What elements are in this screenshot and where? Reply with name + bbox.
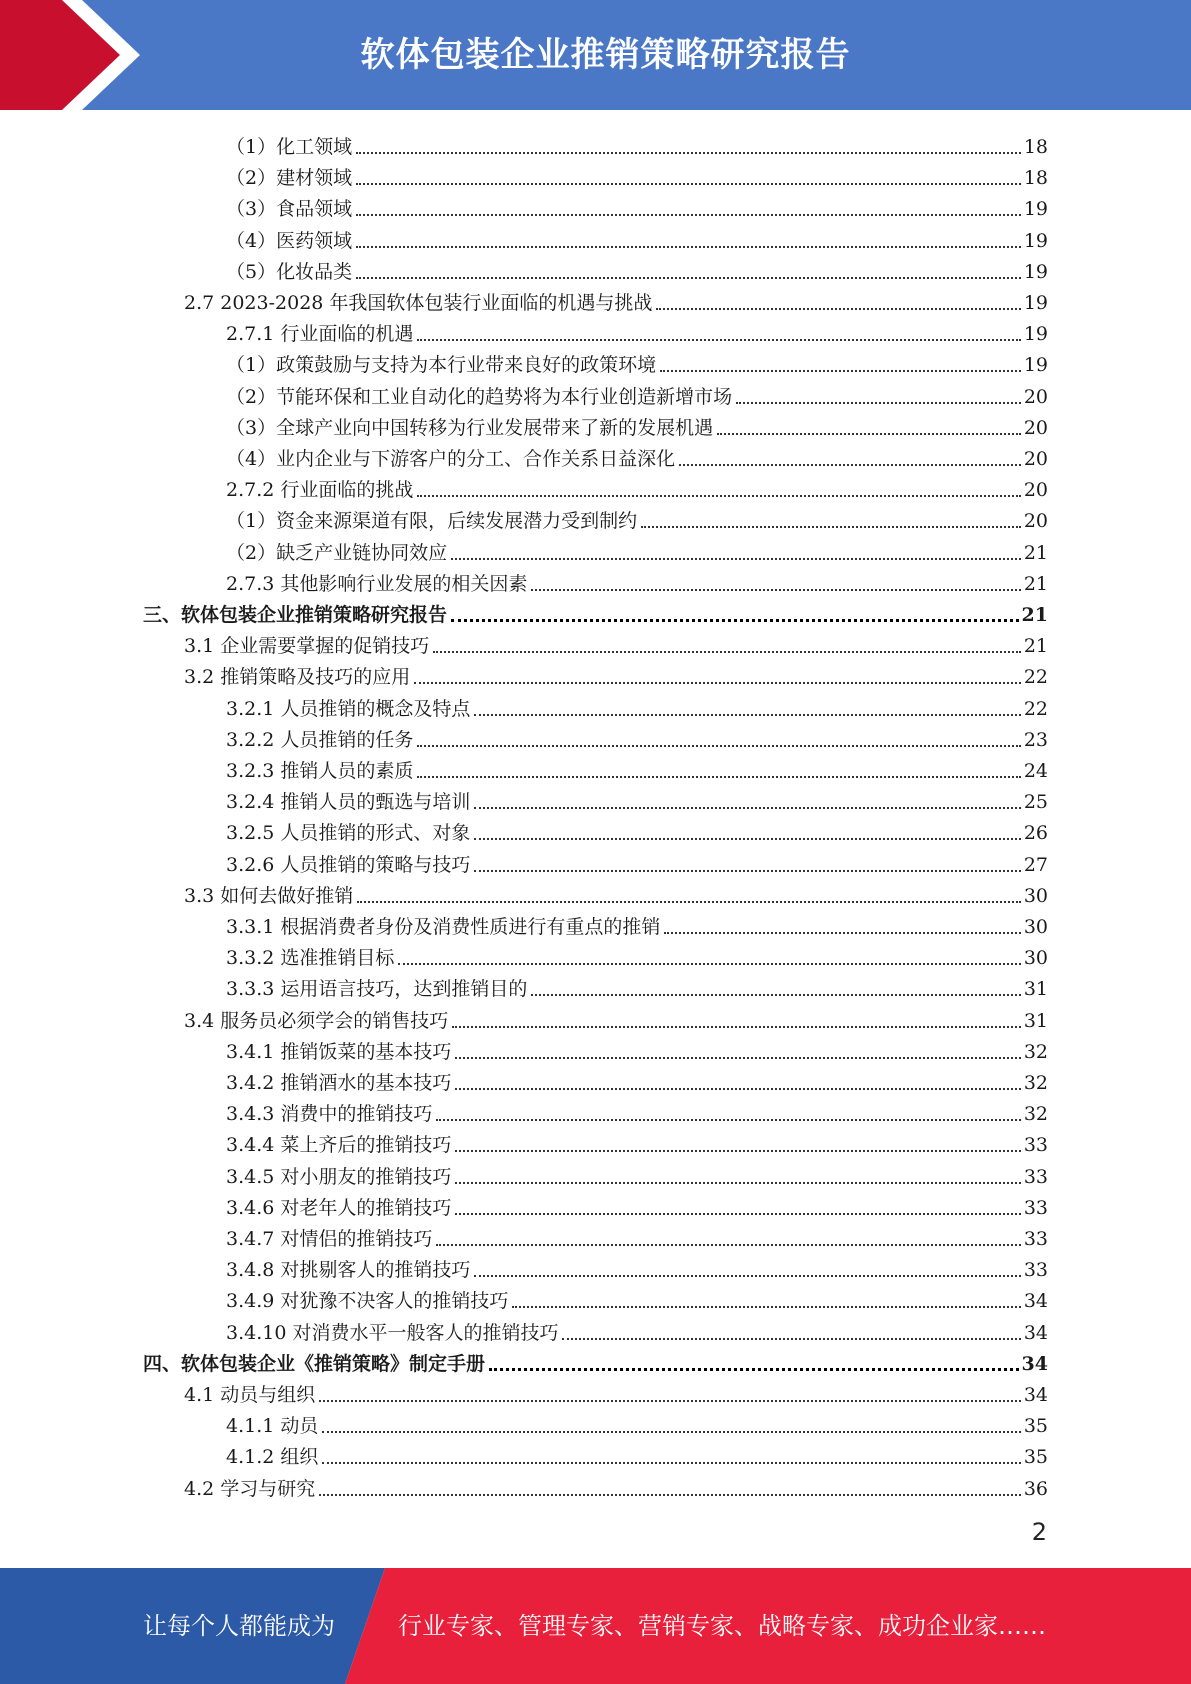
- toc-entry[interactable]: [226, 1437, 1048, 1468]
- toc-dot-leader: [452, 1025, 1021, 1028]
- toc-entry[interactable]: [184, 626, 1048, 657]
- toc-entry-label: （1）政策鼓励与支持为本行业带来良好的政策环境: [226, 354, 657, 376]
- toc-entry[interactable]: [226, 1281, 1048, 1312]
- toc-dot-leader: [474, 713, 1020, 716]
- toc-dot-leader: [398, 962, 1020, 965]
- toc-entry[interactable]: [226, 408, 1048, 439]
- toc-entry[interactable]: [226, 221, 1048, 252]
- toc-dot-leader: [489, 1367, 1019, 1371]
- page-header: [0, 0, 1191, 110]
- toc-entry[interactable]: [226, 969, 1048, 1000]
- toc-entry-label: （1）化工领域: [226, 136, 353, 158]
- toc-entry-page: 30: [1023, 885, 1048, 907]
- toc-entry-page: 32: [1023, 1072, 1048, 1094]
- toc-entry-page: 19: [1023, 292, 1048, 314]
- toc-entry[interactable]: [184, 1375, 1048, 1406]
- toc-entry[interactable]: [226, 751, 1048, 782]
- toc-entry[interactable]: [184, 283, 1048, 314]
- toc-dot-leader: [356, 151, 1021, 154]
- toc-dot-leader: [641, 525, 1021, 528]
- toc-entry[interactable]: [226, 564, 1048, 595]
- toc-dot-leader: [322, 1461, 1020, 1464]
- toc-dot-leader: [356, 245, 1021, 248]
- toc-dot-leader: [356, 182, 1021, 185]
- toc-entry[interactable]: [226, 1406, 1048, 1437]
- toc-entry-label: （2）节能环保和工业自动化的趋势将为本行业创造新增市场: [226, 386, 733, 408]
- toc-entry-label: （2）缺乏产业链协同效应: [226, 542, 448, 564]
- toc-entry-label: 4.1.2 组织: [226, 1446, 319, 1468]
- toc-dot-leader: [562, 1337, 1020, 1340]
- toc-dot-leader: [679, 463, 1021, 466]
- toc-dot-leader: [656, 307, 1020, 310]
- toc-entry-page: 20: [1023, 417, 1048, 439]
- toc-entry-page: 20: [1023, 510, 1048, 532]
- toc-dot-leader: [474, 869, 1020, 872]
- toc-entry[interactable]: [226, 533, 1048, 564]
- toc-dot-leader: [664, 931, 1020, 934]
- toc-entry-label: 2.7.3 其他影响行业发展的相关因素: [226, 573, 528, 595]
- toc-dot-leader: [451, 557, 1021, 560]
- toc-entry[interactable]: [226, 689, 1048, 720]
- toc-dot-leader: [660, 369, 1021, 372]
- toc-dot-leader: [531, 993, 1020, 996]
- toc-entry-label: 3.3.1 根据消费者身份及消费性质进行有重点的推销: [226, 916, 661, 938]
- toc-dot-leader: [322, 1430, 1020, 1433]
- footer-slogan-right: 行业专家、管理专家、营销专家、战略专家、成功企业家……: [398, 1612, 1046, 1640]
- toc-entry-page: 20: [1023, 386, 1048, 408]
- toc-dot-leader: [474, 1274, 1020, 1277]
- toc-entry-label: 3.2.3 推销人员的素质: [226, 760, 414, 782]
- toc-entry-page: 35: [1023, 1415, 1048, 1437]
- toc-entry[interactable]: [184, 876, 1048, 907]
- toc-dot-leader: [356, 276, 1021, 279]
- toc-entry-page: 21: [1023, 573, 1048, 595]
- toc-entry[interactable]: [226, 1157, 1048, 1188]
- toc-entry[interactable]: [226, 1250, 1048, 1281]
- toc-dot-leader: [357, 900, 1021, 903]
- toc-entry[interactable]: [226, 938, 1048, 969]
- toc-dot-leader: [717, 432, 1021, 435]
- toc-entry[interactable]: [226, 377, 1048, 408]
- toc-entry-label: 3.4.5 对小朋友的推销技巧: [226, 1166, 452, 1188]
- toc-entry-page: 32: [1023, 1041, 1048, 1063]
- toc-entry-label: 4.1.1 动员: [226, 1415, 319, 1437]
- toc-entry-page: 22: [1023, 666, 1048, 688]
- toc-dot-leader: [474, 837, 1020, 840]
- toc-dot-leader: [417, 775, 1020, 778]
- toc-dot-leader: [436, 1243, 1020, 1246]
- toc-entry-page: 20: [1023, 448, 1048, 470]
- toc-entry[interactable]: [226, 345, 1048, 376]
- toc-dot-leader: [436, 1118, 1020, 1121]
- toc-entry-label: （3）全球产业向中国转移为行业发展带来了新的发展机遇: [226, 417, 714, 439]
- toc-entry-page: 21: [1023, 542, 1048, 564]
- toc-entry-label: （4）业内企业与下游客户的分工、合作关系日益深化: [226, 448, 676, 470]
- toc-entry-label: （1）资金来源渠道有限，后续发展潜力受到制约: [226, 510, 638, 532]
- toc-entry-page: 33: [1023, 1166, 1048, 1188]
- toc-entry-page: 19: [1023, 323, 1048, 345]
- toc-entry[interactable]: [226, 439, 1048, 470]
- toc-entry-label: 3.2.6 人员推销的策略与技巧: [226, 854, 471, 876]
- toc-entry[interactable]: [226, 158, 1048, 189]
- toc-entry[interactable]: [226, 720, 1048, 751]
- toc-entry-label: 3.4.6 对老年人的推销技巧: [226, 1197, 452, 1219]
- toc-entry[interactable]: [226, 127, 1048, 158]
- toc-entry-label: 3.2.2 人员推销的任务: [226, 729, 414, 751]
- toc-entry[interactable]: [226, 1094, 1048, 1125]
- toc-entry[interactable]: [184, 1469, 1048, 1500]
- toc-entry[interactable]: [226, 1063, 1048, 1094]
- toc-entry-page: 31: [1023, 1010, 1048, 1032]
- toc-dot-leader: [414, 681, 1021, 684]
- toc-entry-page: 25: [1023, 791, 1048, 813]
- toc-entry-page: 30: [1023, 916, 1048, 938]
- toc-dot-leader: [736, 401, 1021, 404]
- toc-entry-page: 33: [1023, 1134, 1048, 1156]
- toc-entry[interactable]: [184, 1001, 1048, 1032]
- toc-entry-label: 3.3 如何去做好推销: [184, 885, 354, 907]
- toc-dot-leader: [455, 1181, 1020, 1184]
- toc-entry-page: 33: [1023, 1197, 1048, 1219]
- toc-entry-page: 23: [1023, 729, 1048, 751]
- toc-entry-page: 34: [1021, 1353, 1048, 1375]
- toc-entry[interactable]: [226, 845, 1048, 876]
- toc-entry-label: 3.4.9 对犹豫不决客人的推销技巧: [226, 1290, 509, 1312]
- toc-entry-label: 四、软体包装企业《推销策略》制定手册: [143, 1353, 486, 1375]
- toc-dot-leader: [455, 1056, 1020, 1059]
- toc-dot-leader: [417, 338, 1020, 341]
- toc-entry-page: 27: [1023, 854, 1048, 876]
- toc-entry-page: 19: [1023, 230, 1048, 252]
- toc-entry-label: （2）建材领域: [226, 167, 353, 189]
- toc-entry-page: 33: [1023, 1259, 1048, 1281]
- toc-entry-label: 4.2 学习与研究: [184, 1478, 316, 1500]
- toc-entry-label: 2.7.2 行业面临的挑战: [226, 479, 414, 501]
- toc-entry-label: 3.4.4 菜上齐后的推销技巧: [226, 1134, 452, 1156]
- toc-entry[interactable]: [226, 1032, 1048, 1063]
- toc-entry[interactable]: [226, 907, 1048, 938]
- toc-entry[interactable]: [184, 657, 1048, 688]
- toc-entry-label: 2.7.1 行业面临的机遇: [226, 323, 414, 345]
- toc-entry-label: 3.2.4 推销人员的甄选与培训: [226, 791, 471, 813]
- toc-entry[interactable]: [226, 470, 1048, 501]
- toc-entry-label: 3.4.7 对情侣的推销技巧: [226, 1228, 433, 1250]
- toc-entry-page: 31: [1023, 978, 1048, 1000]
- toc-entry-label: 3.2.1 人员推销的概念及特点: [226, 698, 471, 720]
- toc-entry-page: 33: [1023, 1228, 1048, 1250]
- toc-entry-label: 3.2 推销策略及技巧的应用: [184, 666, 411, 688]
- toc-entry-label: 4.1 动员与组织: [184, 1384, 316, 1406]
- toc-entry-label: （5）化妆品类: [226, 261, 353, 283]
- toc-entry-label: 3.3.3 运用语言技巧，达到推销目的: [226, 978, 528, 1000]
- toc-entry[interactable]: [226, 1219, 1048, 1250]
- toc-dot-leader: [455, 1212, 1020, 1215]
- toc-entry-label: 3.1 企业需要掌握的促销技巧: [184, 635, 430, 657]
- toc-entry[interactable]: [226, 189, 1048, 220]
- toc-entry-label: 3.4.1 推销饭菜的基本技巧: [226, 1041, 452, 1063]
- toc-entry-page: 32: [1023, 1103, 1048, 1125]
- page-number: 2: [1031, 1518, 1047, 1546]
- toc-entry-label: 2.7 2023-2028 年我国软体包装行业面临的机遇与挑战: [184, 292, 653, 314]
- toc-dot-leader: [512, 1305, 1020, 1308]
- toc-entry-label: （3）食品领域: [226, 198, 353, 220]
- toc-entry[interactable]: [226, 501, 1048, 532]
- toc-entry-label: 3.4.3 消费中的推销技巧: [226, 1103, 433, 1125]
- toc-entry[interactable]: [226, 782, 1048, 813]
- toc-dot-leader: [356, 213, 1021, 216]
- toc-entry-page: 19: [1023, 198, 1048, 220]
- toc-entry-page: 35: [1023, 1446, 1048, 1468]
- toc-dot-leader: [319, 1399, 1021, 1402]
- toc-dot-leader: [531, 588, 1020, 591]
- footer-slogan-left: 让每个人都能成为: [143, 1612, 335, 1640]
- toc-entry-page: 22: [1023, 698, 1048, 720]
- toc-entry-label: 3.4.2 推销酒水的基本技巧: [226, 1072, 452, 1094]
- toc-dot-leader: [451, 618, 1019, 622]
- toc-dot-leader: [417, 494, 1020, 497]
- toc-entry[interactable]: [143, 1344, 1048, 1375]
- page-footer: [0, 1568, 1191, 1684]
- toc-entry-label: 3.3.2 选准推销目标: [226, 947, 395, 969]
- toc-dot-leader: [417, 744, 1020, 747]
- toc-dot-leader: [433, 650, 1021, 653]
- toc-entry-label: （4）医药领域: [226, 230, 353, 252]
- toc-entry-page: 30: [1023, 947, 1048, 969]
- toc-entry-page: 24: [1023, 760, 1048, 782]
- toc-entry-page: 19: [1023, 261, 1048, 283]
- toc-entry-page: 34: [1023, 1322, 1048, 1344]
- toc-entry[interactable]: [226, 813, 1048, 844]
- toc-entry-label: 3.4.10 对消费水平一般客人的推销技巧: [226, 1322, 559, 1344]
- toc-entry-label: 三、软体包装企业推销策略研究报告: [143, 604, 448, 626]
- toc-entry-page: 21: [1023, 635, 1048, 657]
- toc-entry-page: 34: [1023, 1384, 1048, 1406]
- toc-dot-leader: [319, 1493, 1021, 1496]
- toc-entry-page: 36: [1023, 1478, 1048, 1500]
- toc-dot-leader: [455, 1087, 1020, 1090]
- toc-entry-page: 21: [1021, 604, 1048, 626]
- toc-dot-leader: [455, 1149, 1020, 1152]
- toc-entry[interactable]: [226, 1125, 1048, 1156]
- toc-entry-page: 18: [1023, 167, 1048, 189]
- toc-entry-page: 20: [1023, 479, 1048, 501]
- toc-entry-label: 3.4.8 对挑剔客人的推销技巧: [226, 1259, 471, 1281]
- toc-entry-page: 34: [1023, 1290, 1048, 1312]
- toc-entry-page: 19: [1023, 354, 1048, 376]
- toc-entry[interactable]: [226, 1313, 1048, 1344]
- report-title: 软体包装企业推销策略研究报告: [360, 35, 851, 75]
- toc-entry[interactable]: [143, 595, 1048, 626]
- toc-entry-page: 18: [1023, 136, 1048, 158]
- toc-entry-page: 26: [1023, 822, 1048, 844]
- toc-entry[interactable]: [226, 314, 1048, 345]
- toc-entry-label: 3.4 服务员必须学会的销售技巧: [184, 1010, 449, 1032]
- toc-entry-label: 3.2.5 人员推销的形式、对象: [226, 822, 471, 844]
- toc-entry[interactable]: [226, 1188, 1048, 1219]
- toc-dot-leader: [474, 806, 1020, 809]
- toc-entry[interactable]: [226, 252, 1048, 283]
